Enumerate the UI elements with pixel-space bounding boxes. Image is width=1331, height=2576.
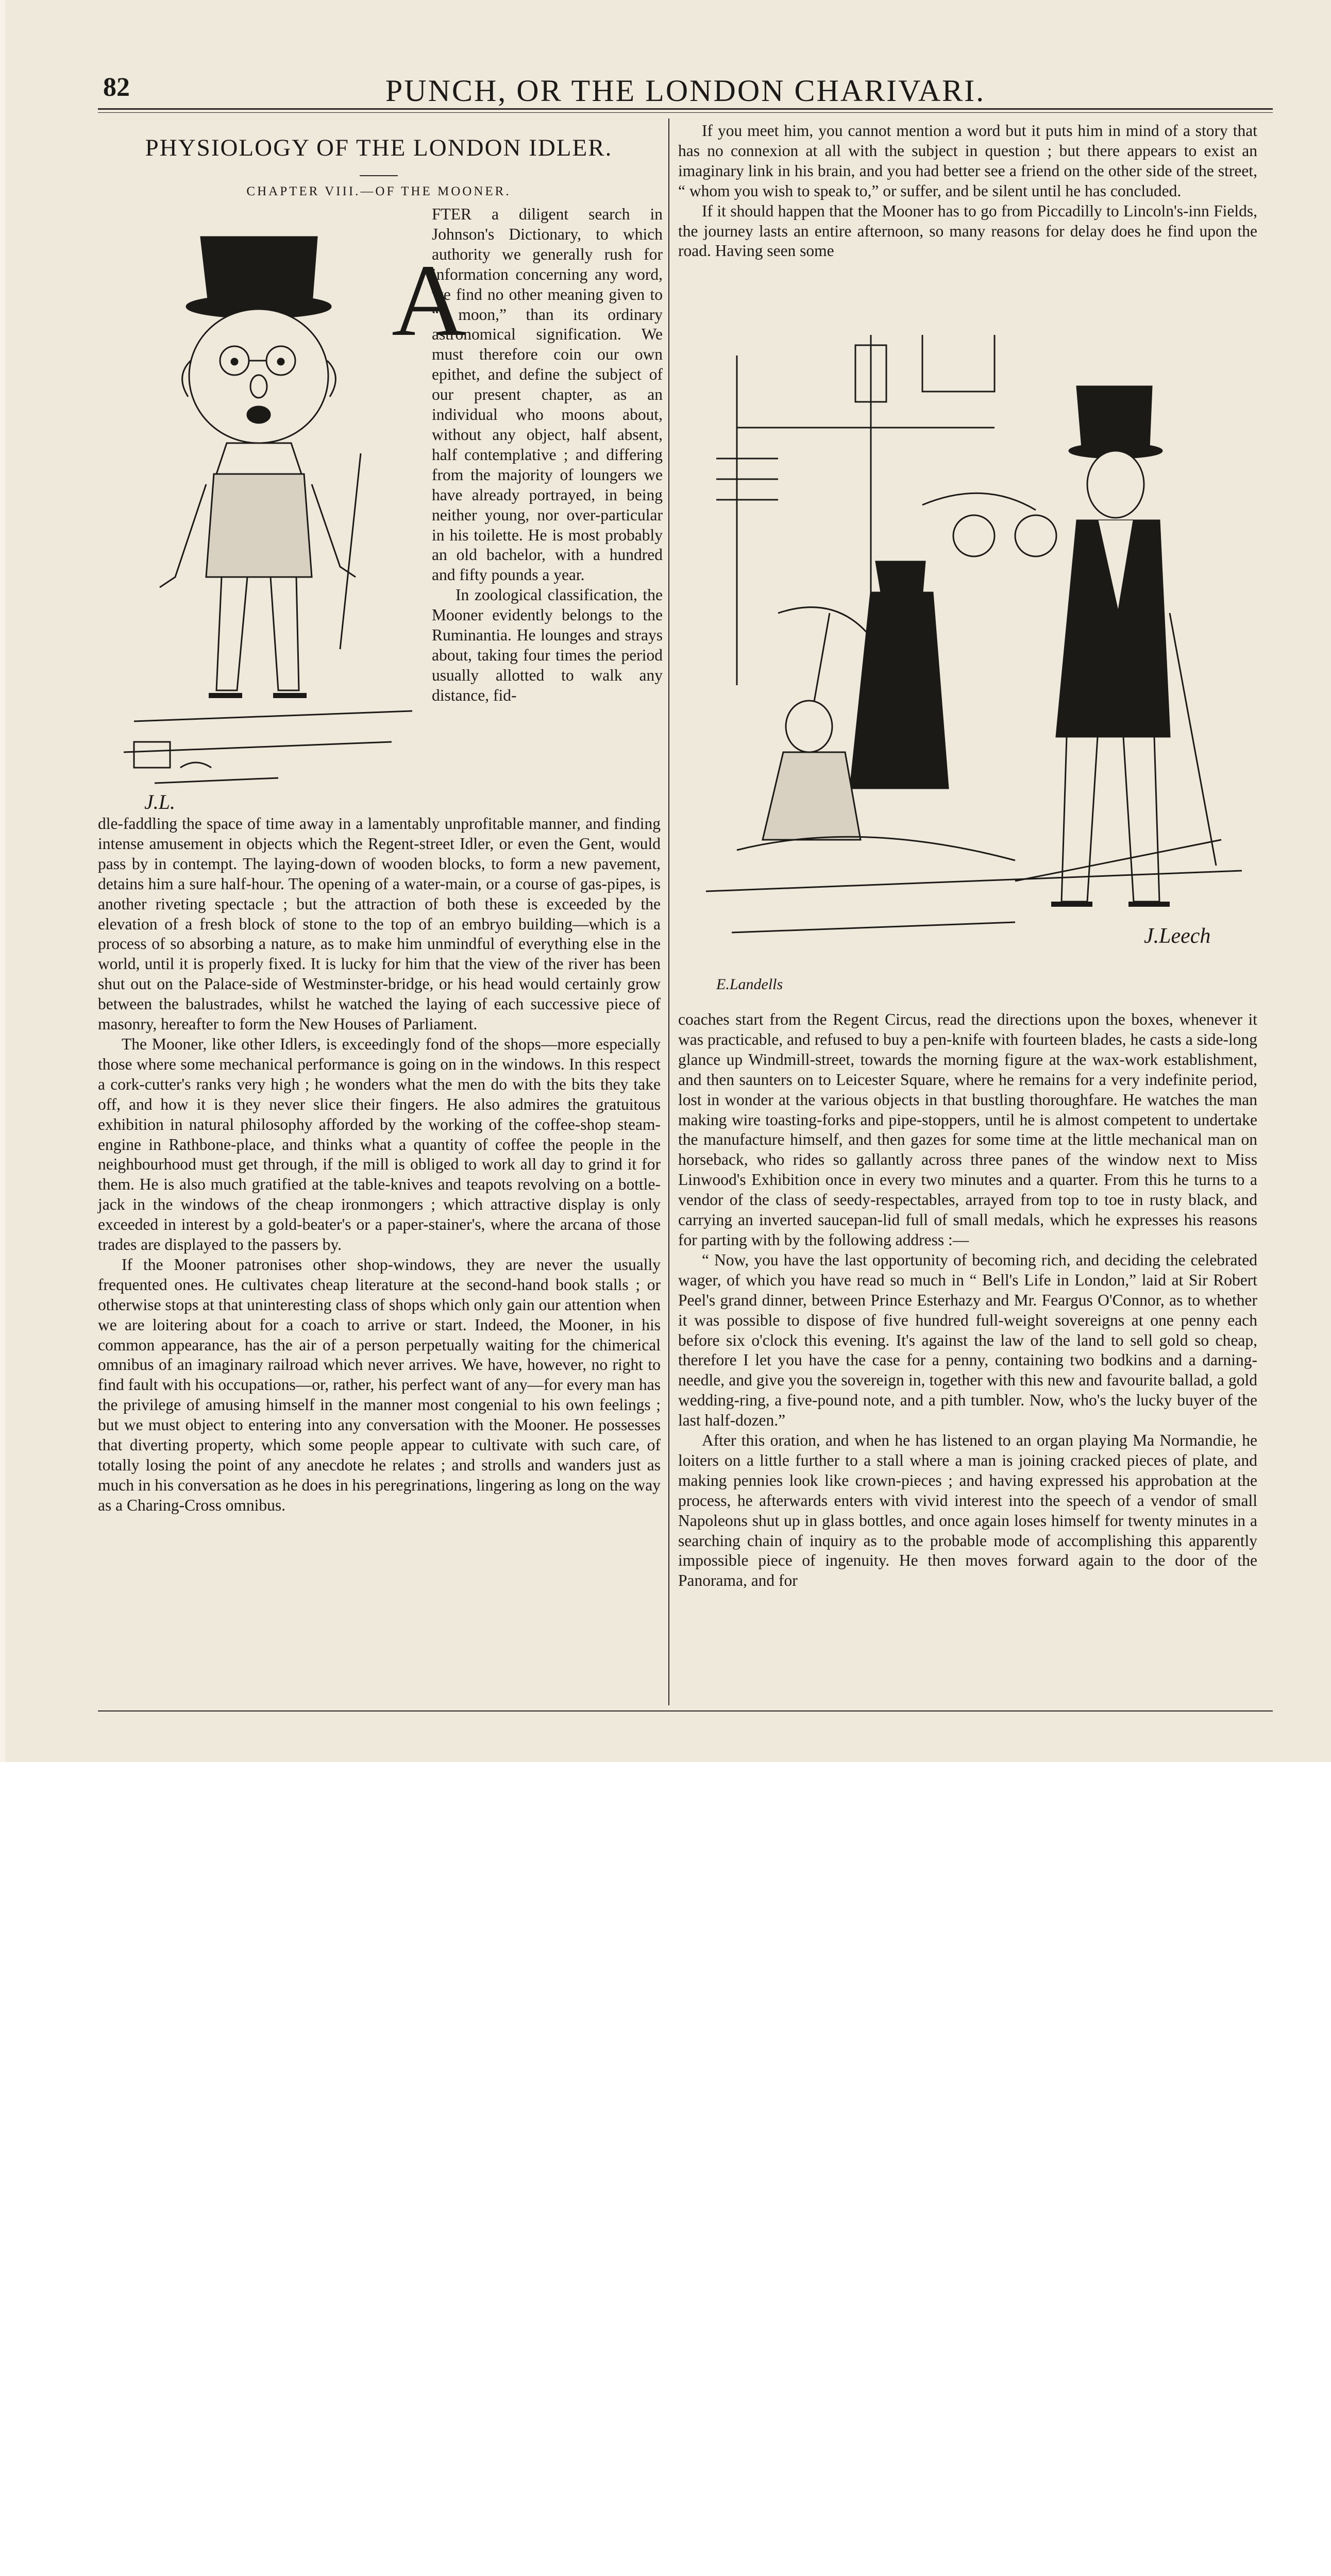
right-paragraph-3: coaches start from the Regent Circus, read the directions upon the boxes, whenever it was practicable, and refused to buy a pen-knife with fourteen blades, he casts a side-long glance up Windmill-street, towards the morning figure at the wax-work establishment, and then saunters on to Leicester Square, where he remains for a very indefinite period, lost in wonder at the various objects in that bustling thoroughfare. He watches the man making wire toasting-forks and pipe-stoppers, until he is almost competent to undertake the manufacture himself, and then gazes for some time at the little mechanical man on horseback, who rides so gallantly across three panes of the window next to Miss Linwood's Exhibition once in every two minutes and a quarter. From this he turns to a vendor of the class of seedy-respectables, arrayed from top to toe in rusty black, and carrying an inverted saucepan-lid full of small medals, which he expresses his reasons for parting with by the following address :— xyxy=(678,1010,1257,1249)
chapter-heading: CHAPTER VIII.—OF THE MOONER. xyxy=(246,184,511,198)
bottom-rule xyxy=(98,1710,1273,1711)
engraver-signature: E.Landells xyxy=(716,976,783,993)
right-paragraph-1: If you meet him, you cannot mention a word but it puts him in mind of a story that has no connexion at all with the subject in question ; but there appears to exist an imaginary link in his brain, and you had better see a friend on the other side of the street, “ whom you wish to speak to,” or suffer, and be silent until he has concluded. xyxy=(678,122,1257,200)
street-scene-illustration xyxy=(706,325,1242,1005)
intro-paragraph: FTER a diligent search in Johnson's Dictionary, to which authority we generally rush for information concerning any word, we find no other meaning given to “ moon,” than its ordinary astronomical signification. We must therefore coin our own epithet, and define the subject of our present chapter, as an individual who moons about, without any object, half absent, half contemplative ; and differing from the majority of loungers we have already portrayed, in being neither young, nor over-particular in his toilette. He is most probably an old bachelor, with a hundred and fifty pounds a year. xyxy=(432,205,663,584)
left-paragraph-3: If the Mooner patronises other shop-windows, they are never the usually frequented ones. He cultivates cheap literature at the second-hand book stalls ; or otherwise stops at that uninteresting class of shops which only gain our attention when we are loitering about for a coach to arrive or start. Indeed, the Mooner, in his common appearance, has the air of a person perpetually waiting for the chimerical omnibus of an imaginary railroad which never arrives. We have, however, no right to find fault with his occupations—or, rather, his perfect want of any—for every man has the privilege of amusing himself in the manner most congenial to his own feelings ; but we must object to entering into any conversation with the Mooner. He possesses that diverting property, which some people appear to cultivate with such care, of totally losing the point of any anecdote he relates ; and strolls and wanders just as much in his conversation as he does in his peregrinations, lingering as long on the way as a Charing-Cross omnibus. xyxy=(98,1255,661,1514)
left-paragraph-2: The Mooner, like other Idlers, is exceedingly fond of the shops—more especially those where some mechanical performance is going on in the windows. In this respect a cork-cutter's ranks very high ; he wonders what the men do with the bits they take off, and how it is they never slice their fingers. He also admires the gratuitous exhibition in natural philosophy afforded by the working of the coffee-shop steam-engine in Rathbone-place, and thinks what a quantity of coffee the people in the neighbourhood must get through, if the mill is obliged to work all day to grind it for them. He is also much gratified at the table-knives and teapots revolving on a bottle-jack in the windows of the cheap ironmongers ; which attractive display is only exceeded in interest by a gold-beater's or a paper-stainer's, where the arcana of those trades are displayed to the passers by. xyxy=(98,1035,661,1254)
right-paragraph-2: If it should happen that the Mooner has to go from Piccadilly to Lincoln's-inn Fields, the journey lasts an entire afternoon, so many reasons for delay does he find upon the road. Having seen some xyxy=(678,201,1257,260)
right-paragraph-5: After this oration, and when he has listened to an organ playing Ma Normandie, he loiters on a little further to a stall where a man is joining cracked pieces of plate, and making pennies look like crown-pieces ; and having expressed his approbation at the process, he afterwards enters with vivid interest into the speech of a vendor of small Napoleons shut up in glass bottles, and once again loses himself for twenty minutes in a searching chain of inquiry as to the probable mode of accomplishing this apparently impossible piece of ingenuity. He then moves forward again to the door of the Panorama, and for xyxy=(678,1431,1257,1590)
running-title: PUNCH, OR THE LONDON CHARIVARI. xyxy=(385,74,986,108)
mooner-drawing xyxy=(124,206,466,814)
title-rule xyxy=(360,175,398,176)
header-rule xyxy=(98,108,1273,110)
right-column-top xyxy=(678,121,1257,261)
header-rule-thin xyxy=(98,112,1273,113)
street-scene-drawing xyxy=(706,325,1242,1005)
narrow-column-text xyxy=(432,205,663,706)
mooner-illustration xyxy=(124,206,466,814)
page-number: 82 xyxy=(103,73,130,102)
digitization-footer xyxy=(0,1762,1331,1907)
zoology-paragraph: In zoological classification, the Mooner evidently belongs to the Ruminantia. He lounges and strays about, taking four times the period usually allotted to walk any distance, fid- xyxy=(432,586,663,704)
page-header xyxy=(98,72,1273,113)
right-paragraph-4: “ Now, you have the last opportunity of becoming rich, and deciding the celebrated wager, of which you have read so much in “ Bell's Life in London,” laid at Sir Robert Peel's grand dinner, between Prince Esterhazy and Mr. Feargus O'Connor, as to whether it was possible to dispose of five hundred full-weight sovereigns at one penny each before six o'clock this evening. It's against the law of the land to sell gold so cheap, therefore I let you have the case for a penny, containing two bodkins and a darning-needle, and give you the sovereign in, together with this new and favourite ballad, a gold wedding-ring, a five-pound note, and a pith tumbler. Now, who's the lucky buyer of the last half-dozen.” xyxy=(678,1250,1257,1430)
left-column xyxy=(98,814,661,1516)
right-column-lower xyxy=(678,1010,1257,1591)
left-paragraph-1: dle-faddling the space of time away in a lamentably unprofitable manner, and finding intense amusement in objects which the Regent-street Idler, or even the Gent, would pass by in contempt. The laying-down of wooden blocks, to form a new pavement, detains him a sure half-hour. The opening of a water-main, or a course of gas-pipes, is another riveting spectacle ; but the attraction of both these is exceeded by the elevation of a fresh block of stone to the top of an embryo building—which is a process of so absorbing a nature, as to make him unmindful of everything else in the world, until it is properly fixed. It is lucky for him that the view of the river has been shut out on the Palace-side of Westminster-bridge, or his head would certainly grow between the balustrades, whilst he watched the laying of each successive piece of masonry, hereafter to form the New Houses of Parliament. xyxy=(98,815,661,1033)
artist-signature-right: J.Leech xyxy=(1144,924,1211,948)
drop-cap: A xyxy=(392,244,466,358)
column-divider xyxy=(668,118,669,1705)
artist-signature-left: J.L. xyxy=(144,790,175,814)
article-title: PHYSIOLOGY OF THE LONDON IDLER. xyxy=(145,134,613,161)
